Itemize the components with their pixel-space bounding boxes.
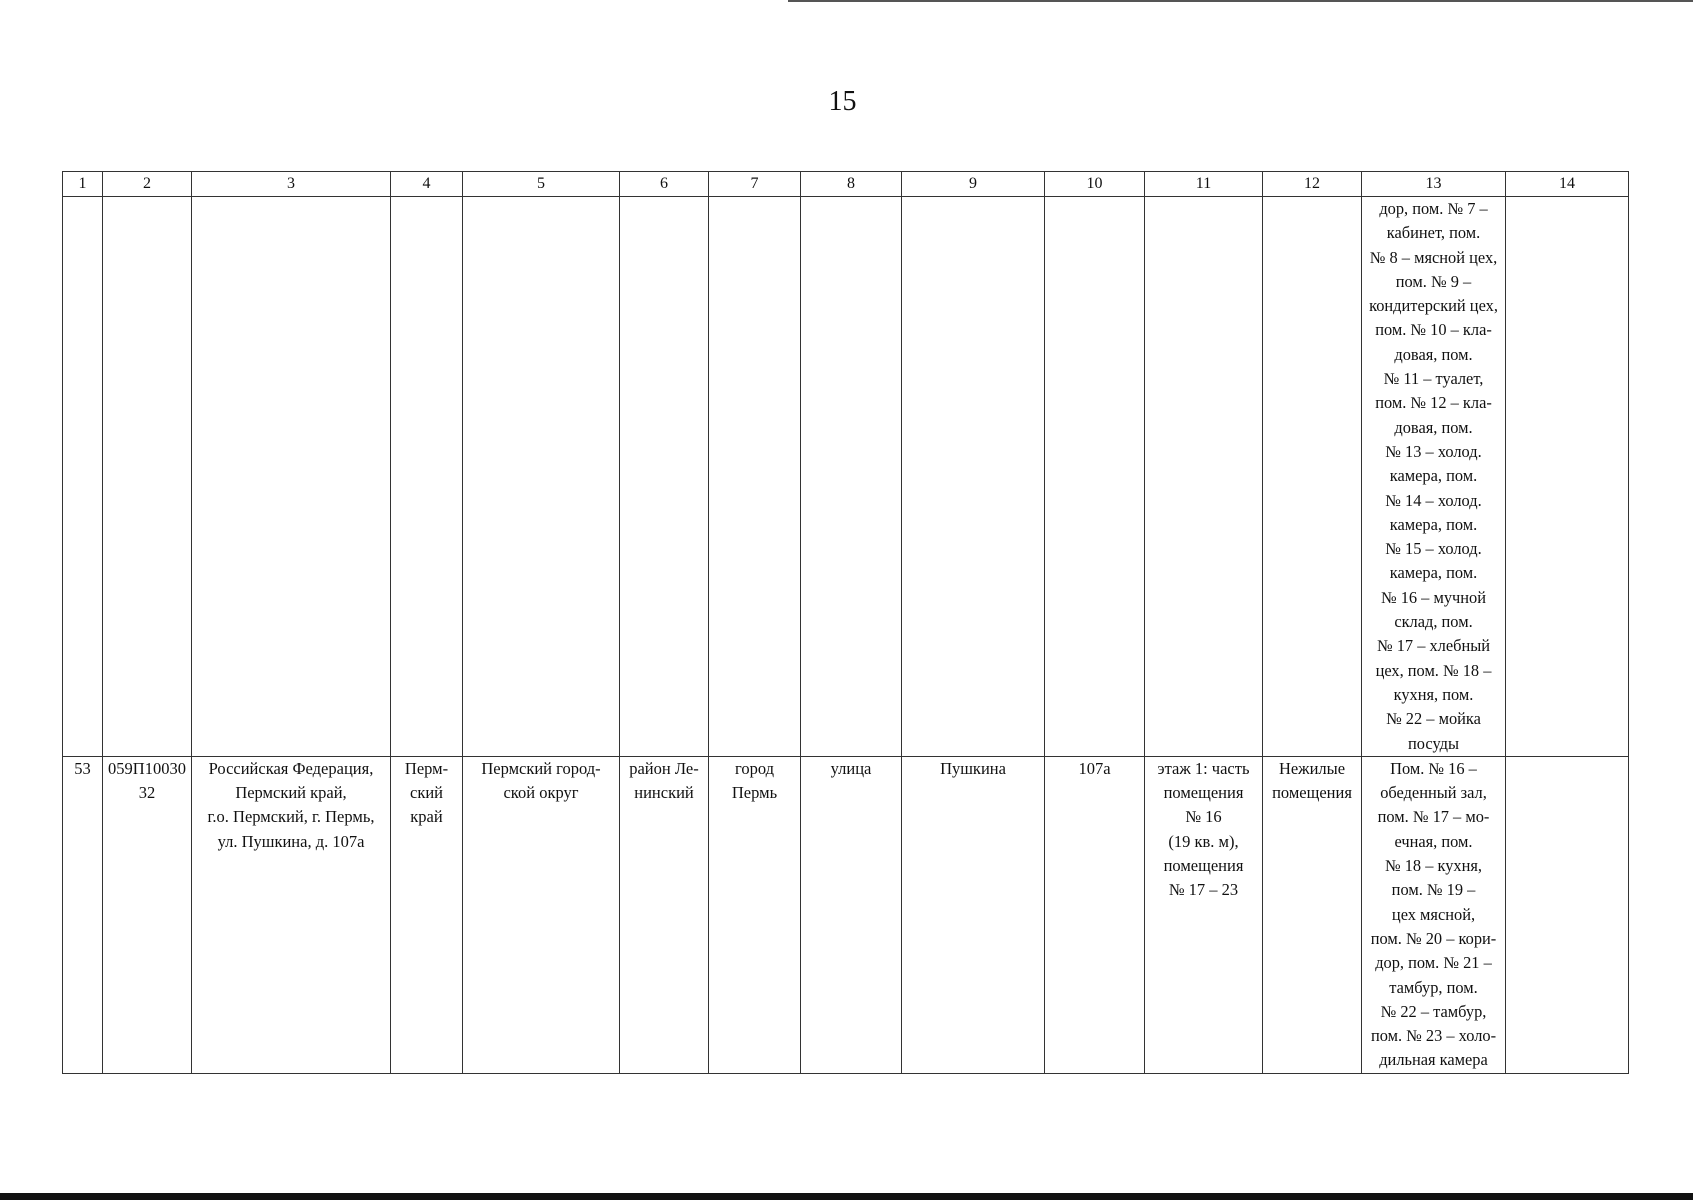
cont-cell-6 xyxy=(620,197,709,757)
row53-region xyxy=(391,756,463,1073)
cell-line: Российская Федерация, xyxy=(208,758,374,778)
header-cell-3: 3 xyxy=(192,172,391,197)
header-cell-6: 6 xyxy=(620,172,709,197)
cont-cell-5 xyxy=(463,197,620,757)
cell-line: довая, пом. xyxy=(1394,344,1473,364)
cell-line: № 16 – мучной xyxy=(1380,587,1487,607)
cell-line: № 17 – 23 xyxy=(1168,880,1239,900)
header-cell-5: 5 xyxy=(463,172,620,197)
row53-city xyxy=(709,756,801,1073)
row53-street-name: Пушкина xyxy=(902,756,1045,1073)
cell-line: посуды xyxy=(1408,733,1459,753)
cell-line: Пом. № 16 – xyxy=(1390,758,1477,778)
cont-cell-8 xyxy=(801,197,902,757)
header-cell-10: 10 xyxy=(1045,172,1145,197)
cell-line: пом. № 12 – кла- xyxy=(1375,393,1492,413)
cell-line: кухня, пом. xyxy=(1393,684,1474,704)
header-cell-7: 7 xyxy=(709,172,801,197)
header-cell-11: 11 xyxy=(1145,172,1263,197)
header-row xyxy=(63,172,1629,197)
cell-line: цех мясной, xyxy=(1391,904,1476,924)
header-cell-2: 2 xyxy=(103,172,192,197)
cell-line: № 14 – холод. xyxy=(1385,490,1482,510)
cell-line: 059П10030 xyxy=(108,758,186,778)
top-rule xyxy=(788,0,1693,2)
cell-line: край xyxy=(410,807,443,827)
header-cell-1: 1 xyxy=(63,172,103,197)
page-number: 15 xyxy=(828,86,857,117)
table-row-53 xyxy=(63,756,1629,1073)
cell-line: помещения xyxy=(1163,783,1244,803)
cell-line: довая, пом. xyxy=(1394,417,1473,437)
cell-line: № 13 – холод. xyxy=(1385,441,1482,461)
cell-line: № 18 – кухня, xyxy=(1384,856,1483,876)
cell-line: пом. № 10 – кла- xyxy=(1375,320,1492,340)
cell-line: ечная, пом. xyxy=(1394,831,1473,851)
cell-line: помещения xyxy=(1163,856,1244,876)
cell-line: обеденный зал, xyxy=(1380,783,1487,803)
cell-line: район Ле- xyxy=(629,758,699,778)
cell-line: помещения xyxy=(1272,783,1352,803)
row53-floor-rooms xyxy=(1145,756,1263,1073)
cell-line: Пермский край, xyxy=(235,783,347,803)
header-cell-9: 9 xyxy=(902,172,1045,197)
header-cell-14: 14 xyxy=(1506,172,1629,197)
cell-line: Пермь xyxy=(731,783,778,803)
row53-address xyxy=(192,756,391,1073)
cell-line: № 16 xyxy=(1185,807,1222,827)
cell-line: тамбур, пом. xyxy=(1389,977,1478,997)
bottom-scan-edge xyxy=(0,1193,1693,1200)
cell-line: № 11 – туалет, xyxy=(1383,369,1484,389)
cell-line: камера, пом. xyxy=(1389,514,1478,534)
cell-line: дор, пом. № 21 – xyxy=(1375,953,1492,973)
cell-line: город xyxy=(734,758,775,778)
cell-line: пом. № 9 – xyxy=(1395,271,1472,291)
cell-line: дор, пом. № 7 – xyxy=(1379,199,1488,218)
cont-cell-9 xyxy=(902,197,1045,757)
cont-cell-2 xyxy=(103,197,192,757)
cell-line: склад, пом. xyxy=(1394,612,1473,632)
cell-line: пом. № 19 – xyxy=(1391,880,1476,900)
cell-line: камера, пом. xyxy=(1389,466,1478,486)
cont-cell-11 xyxy=(1145,197,1263,757)
cont-cell-12 xyxy=(1263,197,1362,757)
cell-line: № 17 – хлебный xyxy=(1376,636,1491,656)
cont-cell-1 xyxy=(63,197,103,757)
cell-line: Перм- xyxy=(404,758,449,778)
row53-street-type: улица xyxy=(801,756,902,1073)
cell-line: ской округ xyxy=(503,783,579,803)
header-cell-4: 4 xyxy=(391,172,463,197)
cell-line: ский xyxy=(410,783,443,803)
cell-line: № 8 – мясной цех, xyxy=(1369,247,1498,267)
cell-line: г.о. Пермский, г. Пермь, xyxy=(207,807,375,827)
cell-line: кабинет, пом. xyxy=(1386,223,1481,243)
cell-line: № 22 – мойка xyxy=(1386,709,1481,729)
cont-cell-4 xyxy=(391,197,463,757)
cont-cell-14 xyxy=(1506,197,1629,757)
cell-line: кондитерский цех, xyxy=(1369,296,1498,316)
row53-cadastral-number xyxy=(103,756,192,1073)
header-cell-13: 13 xyxy=(1362,172,1506,197)
cont-cell-3 xyxy=(192,197,391,757)
cell-line: цех, пом. № 18 – xyxy=(1375,660,1492,680)
cell-line: этаж 1: часть xyxy=(1157,758,1250,778)
cell-line: № 15 – холод. xyxy=(1385,539,1482,559)
header-cell-12: 12 xyxy=(1263,172,1362,197)
cell-line: Пермский город- xyxy=(481,758,601,778)
row53-cell-14 xyxy=(1506,756,1629,1073)
registry-table xyxy=(62,171,1629,1074)
cell-line: пом. № 20 – кори- xyxy=(1370,928,1497,948)
row53-number: 53 xyxy=(63,756,103,1073)
cell-line: ул. Пушкина, д. 107а xyxy=(217,831,365,851)
cell-line: пом. № 23 – холо- xyxy=(1370,1026,1497,1046)
cont-cell-13-rooms xyxy=(1362,197,1506,757)
cont-cell-7 xyxy=(709,197,801,757)
row53-house-number: 107а xyxy=(1045,756,1145,1073)
cell-line: Нежилые xyxy=(1278,758,1346,778)
cont-cell-10 xyxy=(1045,197,1145,757)
cell-line: камера, пом. xyxy=(1389,563,1478,583)
row53-property-type xyxy=(1263,756,1362,1073)
cell-line: 32 xyxy=(138,783,156,803)
header-cell-8: 8 xyxy=(801,172,902,197)
cell-line: № 22 – тамбур, xyxy=(1380,1001,1487,1021)
cell-line: (19 кв. м), xyxy=(1168,831,1239,851)
cell-line: дильная камера xyxy=(1379,1050,1488,1070)
table-row-continued xyxy=(63,197,1629,757)
cell-line: нинский xyxy=(634,783,694,803)
row53-room-list xyxy=(1362,756,1506,1073)
row53-district xyxy=(620,756,709,1073)
cell-line: пом. № 17 – мо- xyxy=(1377,807,1490,827)
row53-municipality xyxy=(463,756,620,1073)
